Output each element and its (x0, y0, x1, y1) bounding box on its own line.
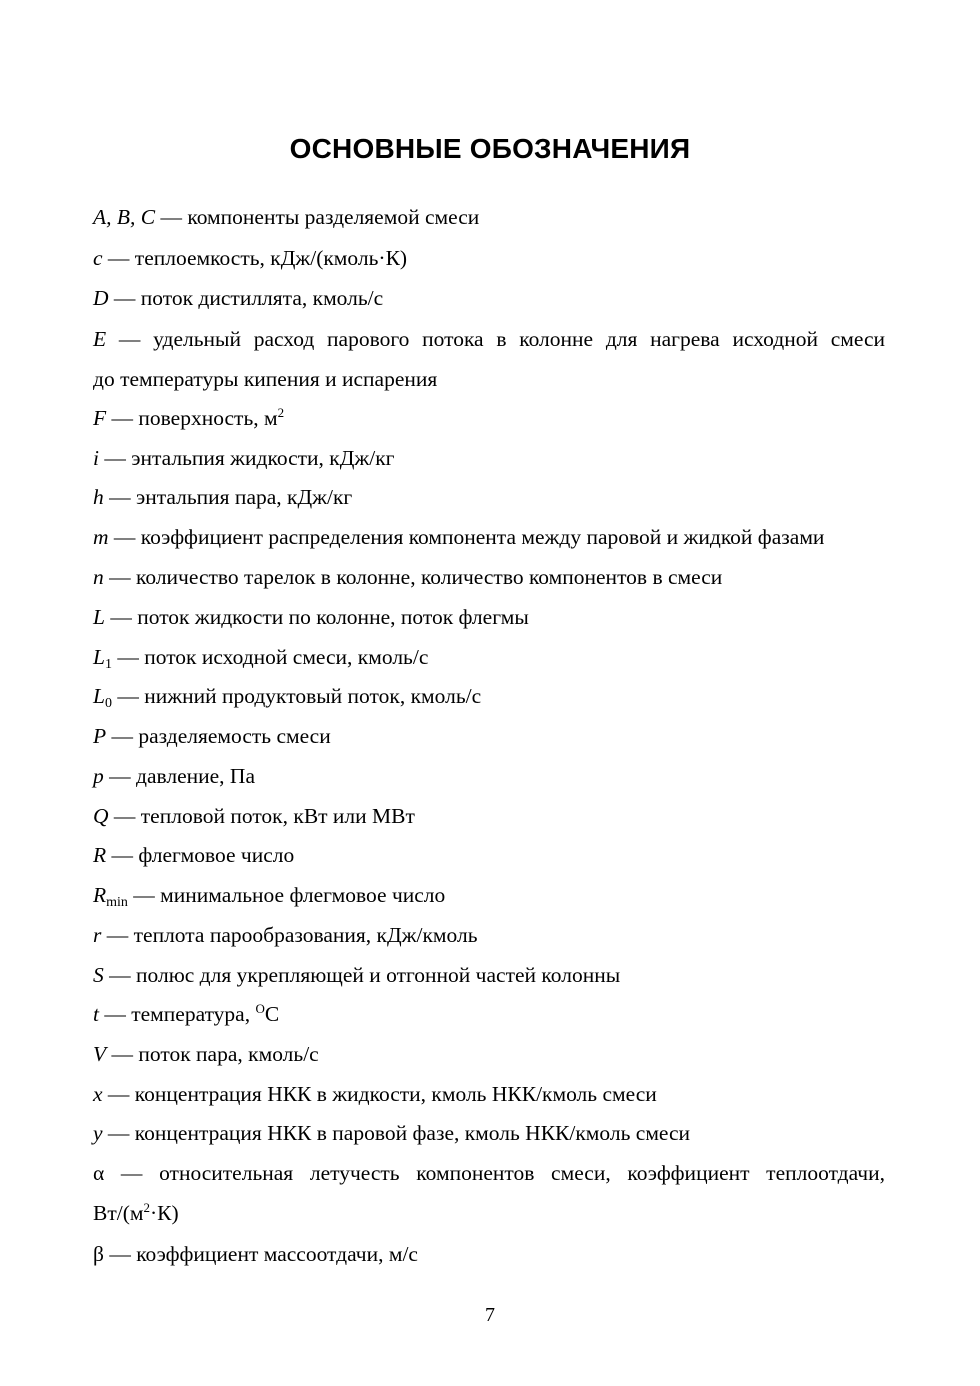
notation-c (93, 238, 885, 278)
definition: — поток жидкости по колонне, поток флегмы (104, 605, 529, 629)
symbol: D (93, 286, 109, 310)
notation-t (93, 994, 885, 1034)
symbol: x (93, 1082, 103, 1106)
notation-p-lower (93, 756, 885, 796)
definition: — теплоемкость, кДж/(кмоль·К) (102, 246, 408, 270)
notation-alpha (93, 1153, 885, 1233)
definition: — тепловой поток, кВт или МВт (108, 804, 415, 828)
definition: — компоненты разделяемой смеси (155, 205, 480, 229)
line-1 (93, 1153, 885, 1193)
superscript: 2 (143, 1200, 150, 1215)
symbol: c (93, 246, 103, 270)
definition: — поток пара, кмоль/с (106, 1042, 319, 1066)
superscript: O (255, 1001, 265, 1016)
definition: — разделяемость смеси (106, 724, 331, 748)
symbol: L (93, 684, 105, 708)
symbol: P (93, 724, 107, 748)
notation-l (93, 597, 885, 637)
definition: — поверхность, м (106, 406, 278, 430)
definition: — энтальпия пара, кДж/кг (103, 485, 353, 509)
symbol: R (93, 843, 107, 867)
notation-i (93, 438, 885, 478)
definition: — коэффициент массоотдачи, м/с (103, 1242, 418, 1266)
notation-l0 (93, 676, 885, 716)
symbol: n (93, 565, 104, 589)
notation-r-upper (93, 835, 885, 875)
notation-p-upper (93, 716, 885, 756)
notation-h (93, 477, 885, 517)
symbol: A, B, C (93, 205, 156, 229)
symbol: i (93, 446, 99, 470)
notation-n (93, 557, 885, 597)
definition: — количество тарелок в колонне, количество компонентов в смеси (103, 565, 723, 589)
notation-y (93, 1113, 885, 1153)
definition: — поток исходной смеси, кмоль/с (111, 645, 429, 669)
definition: — удельный расход парового потока в колонне для нагрева исходной смеси (106, 327, 885, 351)
definition: — поток дистиллята, кмоль/с (108, 286, 384, 310)
definition: — температура, (98, 1002, 256, 1026)
definition: — нижний продуктовый поток, кмоль/с (111, 684, 482, 708)
definition: — концентрация НКК в жидкости, кмоль НКК/кмоль смеси (102, 1082, 657, 1106)
unit-start: Вт/(м (93, 1201, 144, 1225)
definition: — энтальпия жидкости, кДж/кг (98, 446, 395, 470)
definition: — теплота парообразования, кДж/кмоль (101, 923, 478, 947)
notation-m (93, 517, 885, 557)
symbol: m (93, 525, 109, 549)
notation-s (93, 955, 885, 995)
definition: — относительная летучесть компонентов смеси, коэффициент теплоотдачи, (104, 1161, 885, 1185)
notation-q (93, 796, 885, 836)
notation-l1 (93, 637, 885, 677)
line-2 (93, 1193, 885, 1233)
symbol: α (93, 1161, 105, 1185)
unit: С (264, 1002, 280, 1026)
subscript: 1 (104, 657, 112, 672)
page-title: ОСНОВНЫЕ ОБОЗНАЧЕНИЯ (289, 133, 691, 164)
symbol: t (93, 1002, 99, 1026)
subscript: min (106, 895, 128, 910)
notation-rmin (93, 875, 885, 915)
unit-end: ·К) (149, 1201, 179, 1225)
definition: — коэффициент распределения компонента между паровой и жидкой фазами (108, 525, 825, 549)
symbol: L (93, 605, 105, 629)
symbol: y (93, 1121, 103, 1145)
symbol: r (93, 923, 102, 947)
symbol: V (93, 1042, 107, 1066)
symbol: β (93, 1242, 104, 1266)
notation-e (93, 319, 885, 399)
superscript: 2 (277, 405, 285, 420)
notation-a-b-c (93, 197, 885, 237)
line-1 (93, 319, 885, 359)
line-2: до температуры кипения и испарения (93, 367, 438, 391)
symbol: Q (93, 804, 109, 828)
symbol: L (93, 645, 105, 669)
page-number: 7 (485, 1304, 495, 1326)
notation-v (93, 1034, 885, 1074)
symbol: F (93, 406, 107, 430)
definition: — минимальное флегмовое число (127, 883, 446, 907)
notation-r-lower (93, 915, 885, 955)
symbol: S (93, 963, 104, 987)
symbol: h (93, 485, 104, 509)
notation-d (93, 278, 885, 318)
symbol: p (93, 764, 104, 788)
definition: — флегмовое число (106, 843, 295, 867)
definition: — давление, Па (103, 764, 255, 788)
notation-x (93, 1074, 885, 1114)
symbol: E (93, 327, 107, 351)
notation-f (93, 398, 885, 438)
symbol: R (93, 883, 107, 907)
notation-beta (93, 1234, 885, 1274)
definition: — полюс для укрепляющей и отгонной частей колонны (103, 963, 621, 987)
definition: — концентрация НКК в паровой фазе, кмоль НКК/кмоль смеси (102, 1121, 691, 1145)
subscript: 0 (104, 696, 112, 711)
